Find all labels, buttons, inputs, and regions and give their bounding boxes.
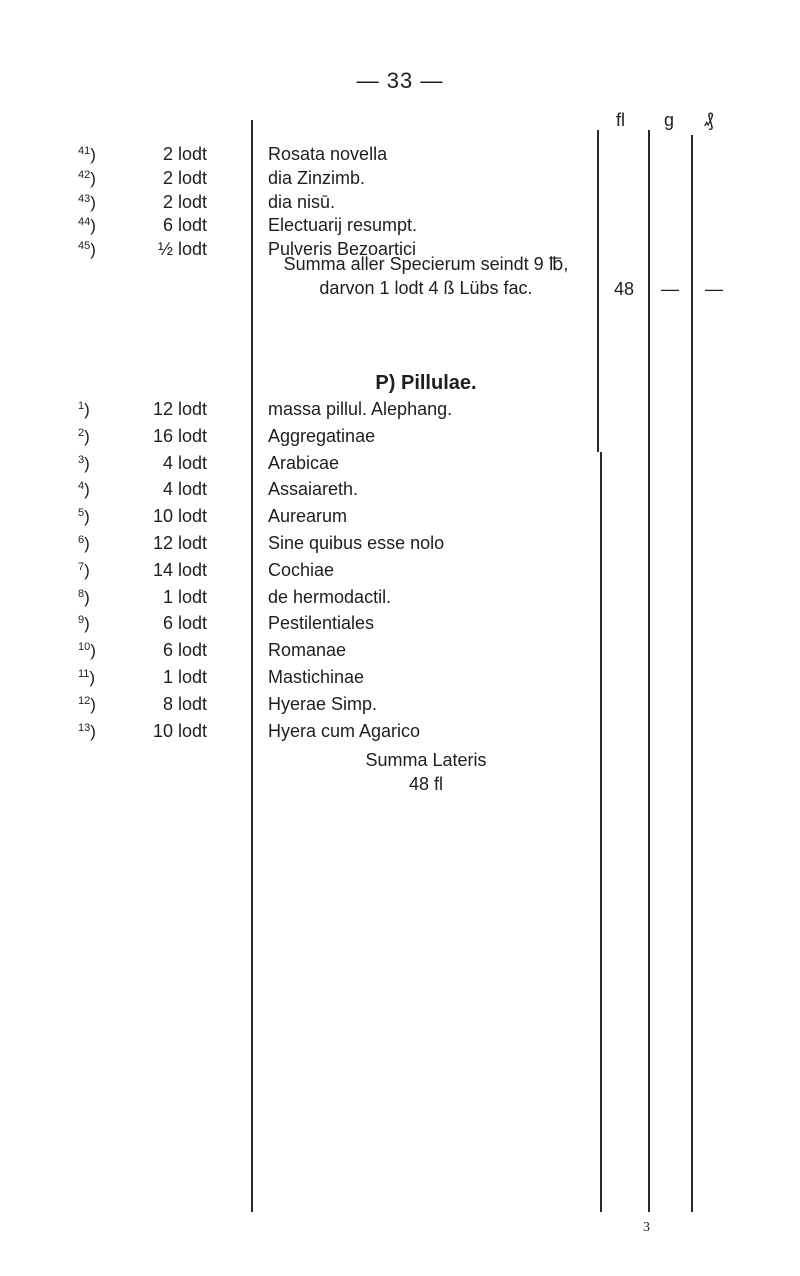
entry-footnote-number	[78, 694, 112, 715]
entry-quantity: 14	[152, 559, 173, 580]
entry-unit: lodt	[178, 586, 208, 607]
footnote-marker: 9	[78, 614, 85, 627]
section-heading: P) Pillulae.	[375, 372, 477, 394]
entry-row	[0, 506, 800, 532]
footnote-paren: )	[84, 426, 90, 446]
footnote-marker: 42	[78, 168, 91, 181]
entry-description: Hyerae Simp.	[268, 693, 378, 714]
entry-unit: lodt	[178, 167, 208, 188]
entry-footnote-number	[78, 506, 112, 527]
entry-footnote-number	[78, 587, 112, 608]
footnote-paren: )	[90, 145, 96, 164]
footnote-paren: )	[84, 453, 90, 473]
entry-description: Hyera cum Agarico	[268, 720, 421, 741]
entry-unit: lodt	[178, 693, 208, 714]
entry-unit: lodt	[178, 640, 208, 661]
entry-quantity: 2	[162, 191, 173, 212]
entry-quantity: 6	[162, 215, 173, 236]
footnote-marker: 8	[78, 587, 85, 600]
entry-footnote-number	[78, 426, 112, 447]
entry-description: de hermodactil.	[268, 586, 392, 607]
summa-g-value: —	[661, 279, 679, 299]
entry-footnote-number	[78, 453, 112, 474]
summa-d-value: —	[705, 279, 723, 299]
entry-unit: lodt	[178, 399, 208, 419]
entry-row	[0, 144, 800, 170]
footnote-paren: )	[84, 507, 90, 527]
entry-footnote-number	[78, 667, 112, 688]
entry-row	[0, 613, 800, 639]
entry-unit: lodt	[178, 144, 208, 164]
entry-quantity: ½	[157, 239, 173, 260]
footnote-paren: )	[84, 587, 90, 607]
entry-row	[0, 399, 800, 425]
entry-quantity: 6	[162, 640, 173, 661]
entry-footnote-number	[78, 168, 112, 189]
footnote-marker: 11	[78, 668, 90, 680]
entry-description: Sine quibus esse nolo	[268, 533, 445, 553]
column-header-fl: fl	[616, 110, 625, 130]
entry-description: Arabicae	[268, 452, 340, 473]
entry-description: dia Zinzimb.	[268, 167, 366, 188]
entry-footnote-number	[78, 215, 112, 236]
entry-unit: lodt	[178, 533, 208, 553]
entry-quantity: 10	[152, 720, 173, 741]
entry-row	[0, 587, 800, 613]
entry-row	[0, 667, 800, 693]
footnote-paren: )	[84, 614, 90, 634]
footnote-marker: 1	[78, 400, 85, 412]
entry-unit: lodt	[178, 506, 208, 527]
column-header-pfennig: ₰	[704, 110, 714, 130]
entry-row	[0, 694, 800, 720]
entry-quantity: 12	[152, 533, 173, 553]
entry-unit: lodt	[178, 425, 208, 446]
entry-description: Assaiareth.	[268, 479, 359, 500]
entry-description: Electuarij resumpt.	[268, 215, 418, 236]
entry-description: Cochiae	[268, 559, 335, 580]
footnote-marker: 13	[78, 721, 91, 734]
entry-description: Rosata novella	[268, 144, 388, 164]
entry-description: Romanae	[268, 640, 347, 661]
entry-footnote-number	[78, 640, 112, 661]
footnote-paren: )	[90, 216, 96, 236]
entry-unit: lodt	[178, 479, 208, 500]
footnote-marker: 7	[78, 560, 85, 573]
footnote-paren: )	[90, 168, 96, 188]
footnote-marker: 10	[78, 641, 91, 654]
entry-quantity: 10	[152, 506, 173, 527]
entry-footnote-number	[78, 192, 112, 213]
entry-description: Aurearum	[268, 506, 348, 527]
footnote-marker: 41	[78, 145, 91, 157]
footnote-marker: 45	[78, 240, 91, 253]
footnote-marker: 3	[78, 453, 85, 466]
entry-row	[0, 479, 800, 505]
entry-footnote-number	[78, 721, 112, 742]
summa-lateris-line-2: 48 fl	[408, 774, 444, 794]
entry-row	[0, 192, 800, 218]
footnote-paren: )	[90, 240, 96, 260]
entry-quantity: 12	[152, 399, 173, 419]
entry-description: Pulveris Bezoartici	[268, 239, 417, 260]
entry-row	[0, 453, 800, 479]
entry-quantity: 6	[162, 613, 173, 634]
entry-unit: lodt	[178, 613, 208, 634]
entry-footnote-number	[78, 613, 112, 634]
entry-quantity: 8	[162, 693, 173, 714]
entry-row	[0, 533, 800, 559]
entry-unit: lodt	[178, 191, 208, 212]
footnote-marker: 2	[78, 426, 85, 439]
page-number: — 33 —	[356, 68, 444, 93]
entry-footnote-number	[78, 239, 112, 260]
entry-description: Aggregatinae	[268, 425, 376, 446]
entry-row	[0, 640, 800, 666]
footnote-paren: )	[89, 668, 96, 687]
footnote-marker: 44	[78, 216, 91, 229]
entry-quantity: 1	[162, 586, 173, 607]
footnote-marker: 43	[78, 192, 91, 205]
footnote-paren: )	[84, 560, 90, 580]
entry-quantity: 2	[162, 144, 173, 164]
entry-row	[0, 560, 800, 586]
footnote-marker: 5	[78, 507, 85, 520]
entry-quantity: 16	[152, 425, 173, 446]
summa-lateris-line-1: Summa Lateris	[365, 750, 487, 770]
entry-unit: lodt	[178, 559, 208, 580]
footnote-paren: )	[90, 192, 96, 212]
entry-description: massa pillul. Alephang.	[268, 399, 453, 419]
entry-unit: lodt	[178, 720, 208, 741]
entry-footnote-number	[78, 399, 112, 420]
entry-unit: lodt	[178, 215, 208, 236]
entry-footnote-number	[78, 479, 112, 500]
summa-line-1: Summa aller Specierum seindt 9 ℔,	[283, 254, 569, 274]
entry-unit: lodt	[178, 452, 208, 473]
summa-fl-value: 48	[613, 279, 635, 299]
entry-description: Mastichinae	[268, 667, 365, 687]
footnote-paren: )	[84, 480, 90, 500]
entry-footnote-number	[78, 533, 112, 554]
summa-line-2: darvon 1 lodt 4 ß Lübs fac.	[319, 278, 533, 298]
footer-mark: 3	[643, 1220, 650, 1235]
footnote-paren: )	[90, 721, 96, 741]
entry-quantity: 2	[162, 167, 173, 188]
entry-unit: lodt	[178, 239, 208, 260]
entry-footnote-number	[78, 144, 112, 165]
entry-unit: lodt	[178, 667, 208, 687]
entry-row	[0, 215, 800, 241]
footnote-paren: )	[84, 534, 90, 553]
entry-footnote-number	[78, 560, 112, 581]
entry-quantity: 1	[162, 667, 173, 687]
footnote-paren: )	[84, 400, 90, 419]
footnote-paren: )	[90, 641, 96, 661]
entry-description: Pestilentiales	[268, 613, 375, 634]
entry-description: dia nisū.	[268, 191, 336, 212]
footnote-marker: 6	[78, 534, 85, 546]
entry-row	[0, 168, 800, 194]
entry-quantity: 4	[162, 452, 173, 473]
entry-row	[0, 721, 800, 747]
column-header-g: g	[664, 110, 675, 130]
footnote-marker: 12	[78, 694, 91, 707]
entry-row	[0, 426, 800, 452]
footnote-paren: )	[90, 694, 96, 714]
footnote-marker: 4	[78, 480, 85, 493]
entry-quantity: 4	[162, 479, 173, 500]
